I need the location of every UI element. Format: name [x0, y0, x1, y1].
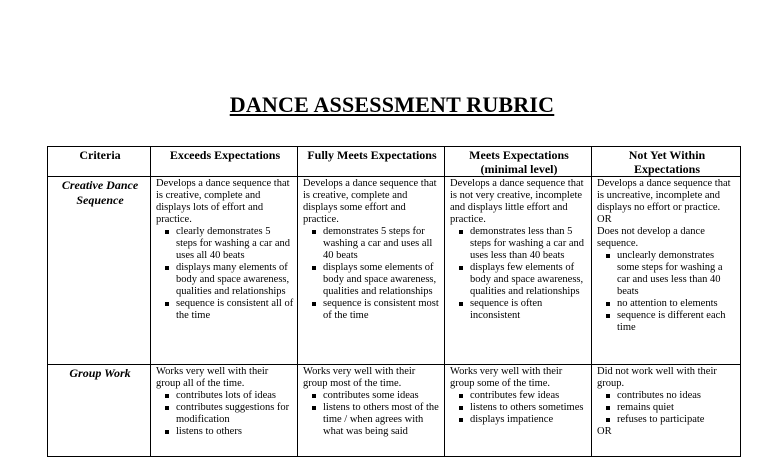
- bullet-list: [156, 226, 294, 322]
- cell-intro: Works very well with their group most of the time.: [303, 366, 416, 389]
- bullet-list: [597, 250, 737, 334]
- bullet-list: [450, 226, 588, 322]
- list-item: remains quiet: [611, 402, 737, 414]
- list-item: no attention to elements: [611, 298, 737, 310]
- table-row: [48, 177, 741, 365]
- bullet-list: [450, 390, 588, 426]
- rubric-cell: [592, 365, 741, 457]
- cell-intro: Works very well with their group all of the time.: [156, 366, 269, 389]
- cell-intro: Develops a dance sequence that is uncreative, incomplete and displays no effort or practice.: [597, 178, 731, 213]
- list-item: contributes lots of ideas: [170, 390, 294, 402]
- list-item: sequence is often inconsistent: [464, 298, 588, 322]
- header-fully-meets: Fully Meets Expectations: [298, 147, 445, 177]
- list-item: refuses to participate: [611, 414, 737, 426]
- list-item: clearly demonstrates 5 steps for washing a car and uses all 40 beats: [170, 226, 294, 262]
- criteria-cell: Creative Dance Sequence: [48, 177, 151, 365]
- cell-intro: Did not work well with their group.: [597, 366, 717, 389]
- page-title: DANCE ASSESSMENT RUBRIC: [229, 92, 555, 117]
- cell-intro: Develops a dance sequence that is not very creative, incomplete and displays little effort and practice.: [450, 178, 584, 225]
- list-item: listens to others: [170, 426, 294, 438]
- header-criteria: Criteria: [48, 147, 151, 177]
- list-item: demonstrates 5 steps for washing a car and uses all 40 beats: [317, 226, 441, 262]
- rubric-cell: [592, 177, 741, 365]
- list-item: listens to others most of the time / when agrees with what was being said: [317, 402, 441, 438]
- rubric-cell: [298, 365, 445, 457]
- bullet-list: [303, 390, 441, 438]
- cell-intro-alt: Does not develop a dance sequence.: [597, 226, 705, 249]
- list-item: contributes no ideas: [611, 390, 737, 402]
- list-item: displays few elements of body and space awareness, qualities and relationships: [464, 262, 588, 298]
- header-not-yet: Not Yet Within Expectations: [592, 147, 741, 177]
- rubric-cell: [445, 365, 592, 457]
- list-item: contributes some ideas: [317, 390, 441, 402]
- list-item: displays many elements of body and space awareness, qualities and relationships: [170, 262, 294, 298]
- cell-intro: Develops a dance sequence that is creative, complete and displays some effort and practice.: [303, 178, 437, 225]
- list-item: sequence is consistent most of the time: [317, 298, 441, 322]
- bullet-list: [156, 390, 294, 438]
- list-item: sequence is different each time: [611, 310, 737, 334]
- header-row: [48, 147, 741, 177]
- list-item: displays impatience: [464, 414, 588, 426]
- list-item: contributes few ideas: [464, 390, 588, 402]
- table-row: [48, 365, 741, 457]
- or-label: OR: [597, 426, 612, 437]
- rubric-cell: [151, 177, 298, 365]
- rubric-cell: [151, 365, 298, 457]
- list-item: sequence is consistent all of the time: [170, 298, 294, 322]
- list-item: unclearly demonstrates some steps for washing a car and uses less than 40 beats: [611, 250, 737, 298]
- header-meets-minimal: Meets Expectations (minimal level): [445, 147, 592, 177]
- rubric-table: [47, 146, 741, 457]
- criteria-cell: Group Work: [48, 365, 151, 457]
- list-item: listens to others sometimes: [464, 402, 588, 414]
- list-item: contributes suggestions for modification: [170, 402, 294, 426]
- bullet-list: [303, 226, 441, 322]
- bullet-list: [597, 390, 737, 426]
- rubric-cell: [445, 177, 592, 365]
- list-item: demonstrates less than 5 steps for washing a car and uses less than 40 beats: [464, 226, 588, 262]
- cell-intro: Develops a dance sequence that is creative, complete and displays lots of effort and practice.: [156, 178, 290, 225]
- rubric-cell: [298, 177, 445, 365]
- header-exceeds: Exceeds Expectations: [151, 147, 298, 177]
- cell-intro: Works very well with their group some of the time.: [450, 366, 563, 389]
- list-item: displays some elements of body and space awareness, qualities and relationships: [317, 262, 441, 298]
- or-label: OR: [597, 214, 612, 225]
